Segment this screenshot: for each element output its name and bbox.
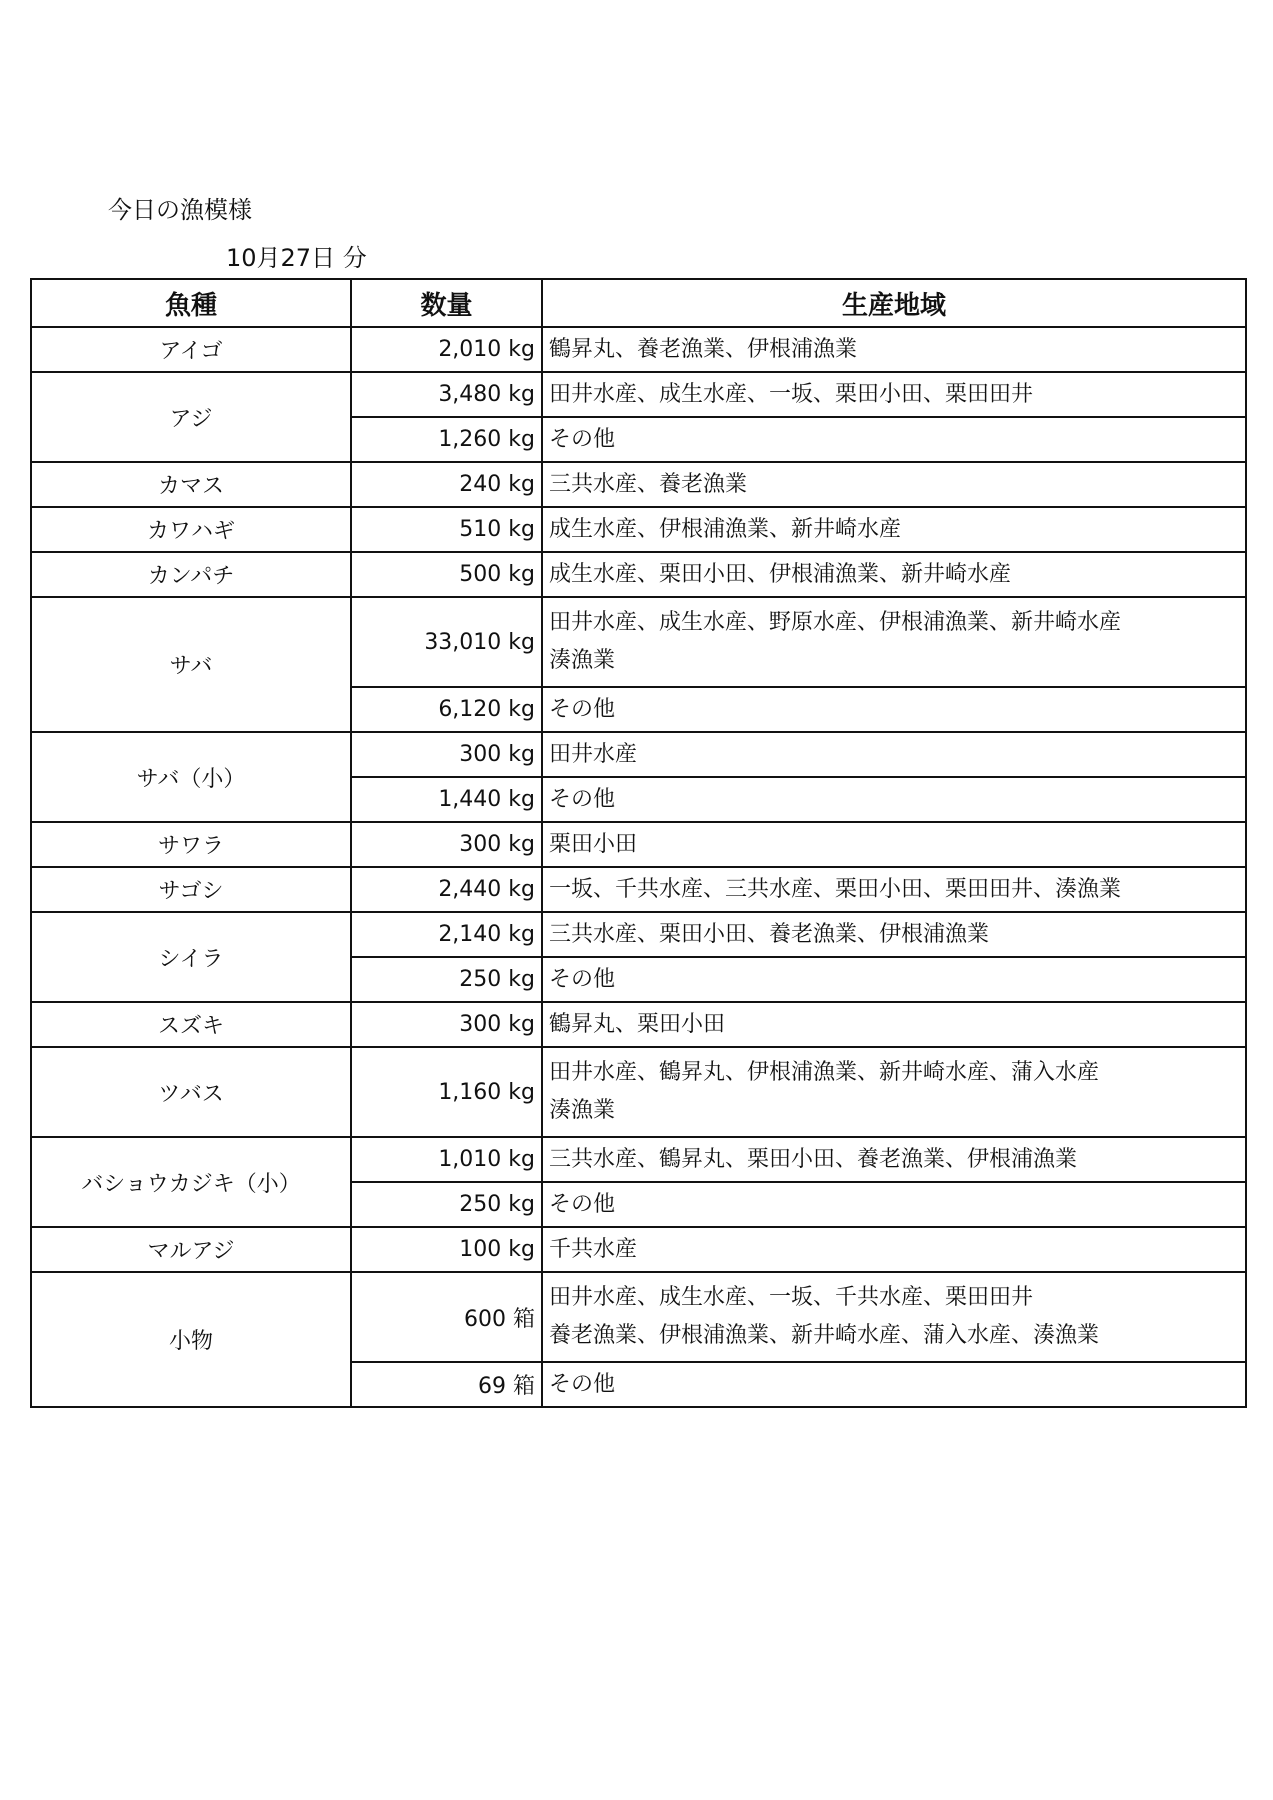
fish-name-cell: カワハギ [31,507,351,552]
region-line: 田井水産、成生水産、一坂、栗田小田、栗田田井 [549,381,1034,407]
region-cell [542,912,1246,957]
table-row [31,597,1246,687]
region-cell [542,372,1246,417]
fish-name-cell: カマス [31,462,351,507]
quantity-cell: 250 kg [351,1182,542,1227]
table-row [31,327,1246,372]
region-line: 成生水産、伊根浦漁業、新井崎水産 [549,516,902,542]
region-cell [542,1047,1246,1137]
region-line: 栗田小田 [549,831,638,857]
region-line: 田井水産 [549,741,638,767]
table-row [31,1227,1246,1272]
fish-name-cell: サバ（小） [31,732,351,822]
quantity-cell: 100 kg [351,1227,542,1272]
fish-name-cell: ツバス [31,1047,351,1137]
fish-name-cell: スズキ [31,1002,351,1047]
region-line: その他 [549,426,616,452]
fish-name-cell: 小物 [31,1272,351,1407]
region-line: 鶴昇丸、養老漁業、伊根浦漁業 [549,336,858,362]
quantity-cell: 600 箱 [351,1272,542,1362]
region-line: 三共水産、栗田小田、養老漁業、伊根浦漁業 [549,921,990,947]
region-cell [542,687,1246,732]
region-line: 養老漁業、伊根浦漁業、新井崎水産、蒲入水産、湊漁業 [549,1323,1100,1348]
region-line: 湊漁業 [549,648,616,673]
fish-name-cell: アイゴ [31,327,351,372]
fish-name-cell: サワラ [31,822,351,867]
fish-name-cell: アジ [31,372,351,462]
region-line: 成生水産、栗田小田、伊根浦漁業、新井崎水産 [549,561,1012,587]
region-cell [542,507,1246,552]
region-cell [542,327,1246,372]
table-row [31,732,1246,777]
quantity-cell: 510 kg [351,507,542,552]
region-cell [542,597,1246,687]
region-cell [542,957,1246,1002]
catch-table [30,278,1247,1408]
region-line: 田井水産、成生水産、野原水産、伊根浦漁業、新井崎水産 [549,610,1122,635]
region-cell [542,1182,1246,1227]
region-cell [542,1362,1246,1407]
column-header-quantity: 数量 [351,279,542,327]
fish-name-cell: サゴシ [31,867,351,912]
region-line: 三共水産、鶴昇丸、栗田小田、養老漁業、伊根浦漁業 [549,1146,1078,1172]
table-row [31,822,1246,867]
region-line: 湊漁業 [549,1098,616,1123]
table-row [31,1272,1246,1362]
region-cell [542,552,1246,597]
quantity-cell: 1,160 kg [351,1047,542,1137]
quantity-cell: 2,440 kg [351,867,542,912]
table-row [31,552,1246,597]
fish-name-cell: サバ [31,597,351,732]
column-header-fish: 魚種 [31,279,351,327]
page-title: 今日の漁模様 [108,196,252,224]
region-cell [542,462,1246,507]
region-line: 田井水産、成生水産、一坂、千共水産、栗田田井 [549,1285,1034,1310]
table-row [31,1047,1246,1137]
table-row [31,867,1246,912]
region-line: 三共水産、養老漁業 [549,471,748,497]
fish-name-cell: シイラ [31,912,351,1002]
region-cell [542,1137,1246,1182]
region-line: その他 [549,696,616,722]
table-row [31,1002,1246,1047]
quantity-cell: 250 kg [351,957,542,1002]
quantity-cell: 33,010 kg [351,597,542,687]
region-cell [542,777,1246,822]
region-cell [542,1002,1246,1047]
column-header-region: 生産地域 [542,279,1246,327]
table-row [31,372,1246,417]
report-date: 10月27日 分 [226,244,367,272]
fish-name-cell: バショウカジキ（小） [31,1137,351,1227]
region-line: 千共水産 [549,1236,638,1262]
region-line: その他 [549,966,616,992]
region-cell [542,1227,1246,1272]
quantity-cell: 1,010 kg [351,1137,542,1182]
quantity-cell: 2,140 kg [351,912,542,957]
table-row [31,507,1246,552]
quantity-cell: 6,120 kg [351,687,542,732]
table-row [31,912,1246,957]
quantity-cell: 300 kg [351,732,542,777]
quantity-cell: 500 kg [351,552,542,597]
region-cell [542,1272,1246,1362]
region-line: 鶴昇丸、栗田小田 [549,1011,726,1037]
quantity-cell: 240 kg [351,462,542,507]
quantity-cell: 300 kg [351,1002,542,1047]
region-line: 田井水産、鶴昇丸、伊根浦漁業、新井崎水産、蒲入水産 [549,1060,1100,1085]
quantity-cell: 3,480 kg [351,372,542,417]
region-line: その他 [549,1191,616,1217]
region-cell [542,417,1246,462]
fish-name-cell: カンパチ [31,552,351,597]
quantity-cell: 2,010 kg [351,327,542,372]
region-cell [542,867,1246,912]
table-row [31,1137,1246,1182]
table-row [31,462,1246,507]
table-header-row [31,279,1246,327]
region-line: その他 [549,786,616,812]
region-cell [542,822,1246,867]
quantity-cell: 1,260 kg [351,417,542,462]
quantity-cell: 300 kg [351,822,542,867]
region-cell [542,732,1246,777]
quantity-cell: 1,440 kg [351,777,542,822]
region-line: 一坂、千共水産、三共水産、栗田小田、栗田田井、湊漁業 [549,876,1122,902]
quantity-cell: 69 箱 [351,1362,542,1407]
region-line: その他 [549,1371,616,1397]
fish-name-cell: マルアジ [31,1227,351,1272]
